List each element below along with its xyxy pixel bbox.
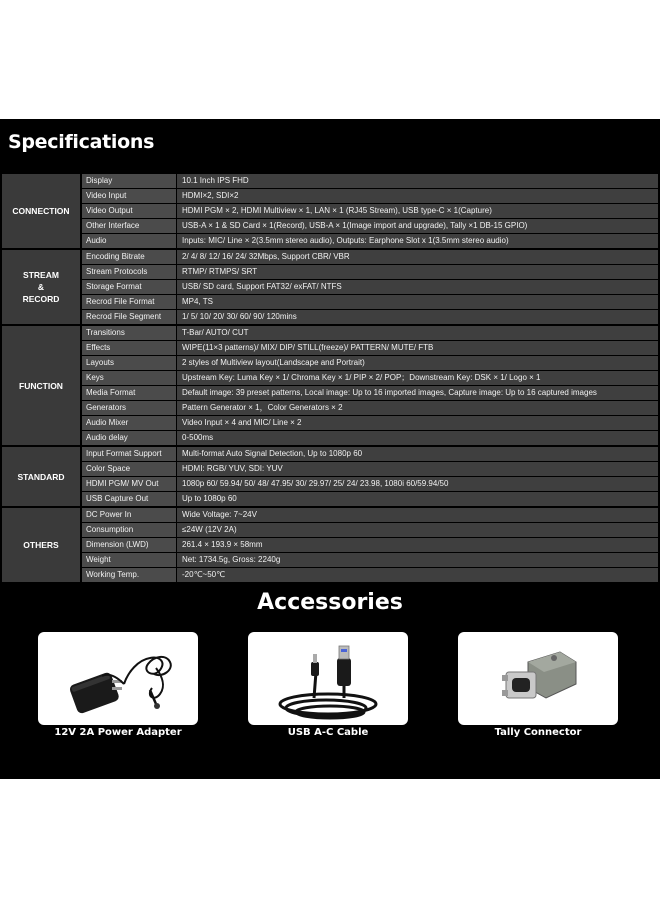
spec-value: T-Bar/ AUTO/ CUT: [177, 326, 658, 340]
spec-row: [82, 219, 658, 233]
spec-row: [82, 326, 658, 340]
spec-row: [82, 462, 658, 476]
spec-table: [2, 174, 658, 584]
spec-row: [82, 401, 658, 415]
spec-key: Storage Format: [82, 280, 176, 294]
spec-key: Input Format Support: [82, 447, 176, 461]
spec-value: HDMI×2, SDI×2: [177, 189, 658, 203]
spec-value: 2 styles of Multiview layout(Landscape and Portrait): [177, 356, 658, 370]
usb-cable-icon: [248, 632, 408, 725]
spec-row: [82, 508, 658, 522]
accessory-card-usb-cable: [248, 632, 408, 725]
spec-value: 261.4 × 193.9 × 58mm: [177, 538, 658, 552]
accessory-card-tally-connector: [458, 632, 618, 725]
spec-group-connection: [2, 174, 658, 248]
spec-key: Media Format: [82, 386, 176, 400]
spec-key: Layouts: [82, 356, 176, 370]
db15-connector-icon: [458, 632, 618, 725]
power-adapter-icon: [38, 632, 198, 725]
spec-value: WIPE(11×3 patterns)/ MIX/ DIP/ STILL(freeze)/ PATTERN/ MUTE/ FTB: [177, 341, 658, 355]
spec-row: [82, 431, 658, 445]
spec-row: [82, 250, 658, 264]
spec-key: Recrod File Segment: [82, 310, 176, 324]
spec-key: Encoding Bitrate: [82, 250, 176, 264]
spec-row: [82, 492, 658, 506]
spec-key: Audio delay: [82, 431, 176, 445]
spec-row: [82, 341, 658, 355]
spec-row: [82, 174, 658, 188]
spec-row: [82, 204, 658, 218]
spec-value: 0-500ms: [177, 431, 658, 445]
spec-value: -20℃~50℃: [177, 568, 658, 582]
spec-row: [82, 371, 658, 385]
spec-row: [82, 189, 658, 203]
spec-row: [82, 265, 658, 279]
spec-value: Upstream Key: Luma Key × 1/ Chroma Key × 1/ PIP × 2/ POP；Downstream Key: DSK × 1/ Logo × 1: [177, 371, 658, 385]
spec-value: Net: 1734.5g, Gross: 2240g: [177, 553, 658, 567]
spec-value: Wide Voltage: 7~24V: [177, 508, 658, 522]
spec-value: Pattern Generator × 1，Color Generators × 2: [177, 401, 658, 415]
spec-value: Default image: 39 preset patterns, Local image: Up to 16 imported images, Capture image: Up to 16 captured images: [177, 386, 658, 400]
spec-key: Recrod File Format: [82, 295, 176, 309]
spec-key: USB Capture Out: [82, 492, 176, 506]
accessory-label: Tally Connector: [494, 727, 582, 738]
specifications-title: Specifications: [8, 131, 155, 153]
spec-value: 1/ 5/ 10/ 20/ 30/ 60/ 90/ 120mins: [177, 310, 658, 324]
spec-value: ≤24W (12V 2A): [177, 523, 658, 537]
spec-value: 10.1 Inch IPS FHD: [177, 174, 658, 188]
spec-value: HDMI PGM × 2, HDMI Multiview × 1, LAN × 1 (RJ45 Stream), USB type-C × 1(Capture): [177, 204, 658, 218]
spec-key: Audio: [82, 234, 176, 248]
spec-key: Display: [82, 174, 176, 188]
spec-key: Effects: [82, 341, 176, 355]
accessories-title: Accessories: [257, 590, 403, 615]
category-label: STANDARD: [2, 447, 80, 506]
category-label: FUNCTION: [2, 326, 80, 445]
spec-key: Color Space: [82, 462, 176, 476]
spec-value: MP4, TS: [177, 295, 658, 309]
spec-row: [82, 447, 658, 461]
accessory-label: 12V 2A Power Adapter: [54, 727, 182, 738]
spec-key: HDMI PGM/ MV Out: [82, 477, 176, 491]
spec-key: Video Input: [82, 189, 176, 203]
category-label: OTHERS: [2, 508, 80, 582]
spec-group-function: [2, 326, 658, 445]
spec-key: Weight: [82, 553, 176, 567]
spec-row: [82, 538, 658, 552]
spec-value: USB/ SD card, Support FAT32/ exFAT/ NTFS: [177, 280, 658, 294]
spec-key: Video Output: [82, 204, 176, 218]
spec-key: Keys: [82, 371, 176, 385]
category-label: CONNECTION: [2, 174, 80, 248]
spec-value: Up to 1080p 60: [177, 492, 658, 506]
spec-value: 2/ 4/ 8/ 12/ 16/ 24/ 32Mbps, Support CBR/ VBR: [177, 250, 658, 264]
accessory-card-power-adapter: [38, 632, 198, 725]
spec-key: Working Temp.: [82, 568, 176, 582]
spec-value: 1080p 60/ 59.94/ 50/ 48/ 47.95/ 30/ 29.97/ 25/ 24/ 23.98, 1080i 60/59.94/50: [177, 477, 658, 491]
spec-group-others: [2, 508, 658, 582]
spec-key: Consumption: [82, 523, 176, 537]
spec-value: Video Input × 4 and MIC/ Line × 2: [177, 416, 658, 430]
spec-key: DC Power In: [82, 508, 176, 522]
category-label: STREAM & RECORD: [2, 250, 80, 324]
spec-value: HDMI: RGB/ YUV, SDI: YUV: [177, 462, 658, 476]
spec-row: [82, 523, 658, 537]
spec-key: Audio Mixer: [82, 416, 176, 430]
spec-row: [82, 477, 658, 491]
spec-row: [82, 356, 658, 370]
spec-value: Inputs: MIC/ Line × 2(3.5mm stereo audio), Outputs: Earphone Slot x 1(3.5mm stereo audio): [177, 234, 658, 248]
spec-row: [82, 416, 658, 430]
spec-row: [82, 568, 658, 582]
spec-key: Stream Protocols: [82, 265, 176, 279]
accessory-label: USB A-C Cable: [287, 727, 369, 738]
spec-key: Other Interface: [82, 219, 176, 233]
spec-row: [82, 553, 658, 567]
spec-row: [82, 280, 658, 294]
spec-row: [82, 310, 658, 324]
spec-group-standard: [2, 447, 658, 506]
spec-row: [82, 234, 658, 248]
spec-value: USB-A × 1 & SD Card × 1(Record), USB-A × 1(Image import and upgrade), Tally ×1 DB-15 GPIO): [177, 219, 658, 233]
spec-key: Dimension (LWD): [82, 538, 176, 552]
spec-row: [82, 295, 658, 309]
spec-key: Generators: [82, 401, 176, 415]
spec-group-stream-record: [2, 250, 658, 324]
spec-value: RTMP/ RTMPS/ SRT: [177, 265, 658, 279]
spec-key: Transitions: [82, 326, 176, 340]
spec-value: Multi-format Auto Signal Detection, Up to 1080p 60: [177, 447, 658, 461]
spec-row: [82, 386, 658, 400]
